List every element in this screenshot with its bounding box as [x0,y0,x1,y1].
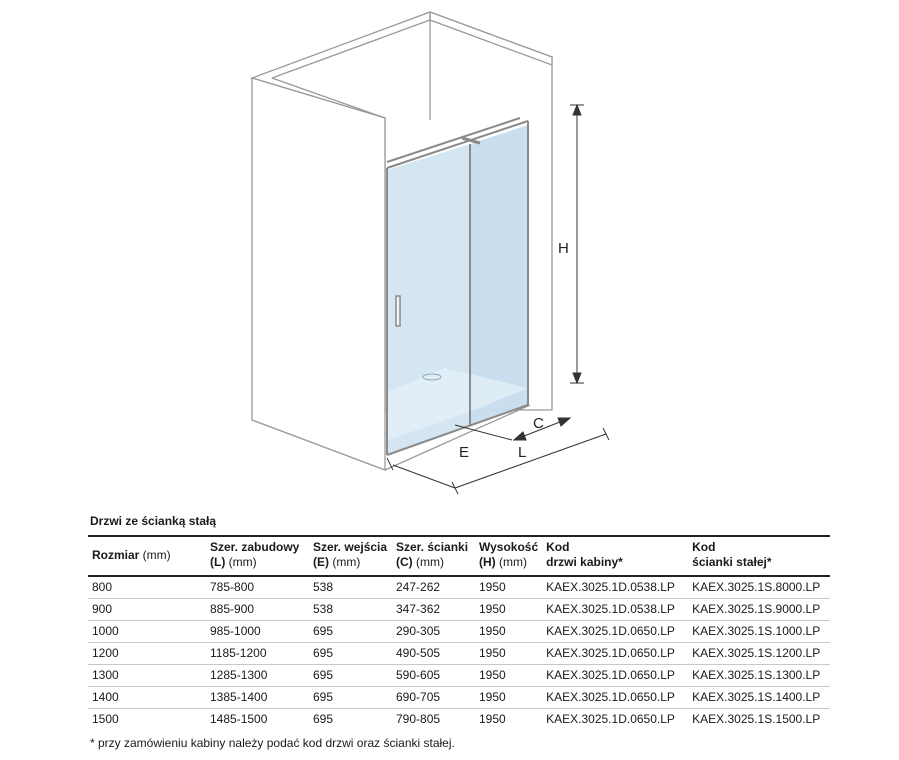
table-row [88,665,830,687]
dimension-label-h: H [558,240,569,257]
cell-entry-width: 695 [309,665,392,687]
glass-panels [387,125,528,455]
cell-size: 1300 [88,665,206,687]
header-panel-width: Szer. ścianki (C) (mm) [392,536,475,576]
table-row [88,709,830,731]
cell-height: 1950 [475,599,542,621]
cell-panel-code: KAEX.3025.1S.8000.LP [688,576,830,599]
spec-table [88,535,830,730]
cell-door-code: KAEX.3025.1D.0650.LP [546,712,675,726]
table-row [88,643,830,665]
cell-build-width: 1485-1500 [210,712,268,726]
dimension-label-c: C [533,415,544,432]
table-row [88,621,830,643]
cell-door-code: KAEX.3025.1D.0650.LP [542,621,688,643]
cell-height: 1950 [475,665,542,687]
cell-build-width: 1185-1200 [206,643,309,665]
cell-panel-width: 690-705 [392,687,475,709]
cell-size: 1500 [92,712,119,726]
cell-height: 1950 [475,687,542,709]
table-row [88,687,830,709]
cell-panel-code: KAEX.3025.1S.9000.LP [688,599,830,621]
cell-build-width: 785-800 [206,576,309,599]
cell-entry-width: 538 [309,599,392,621]
header-entry-width: Szer. wejścia (E) (mm) [309,536,392,576]
cell-entry-width: 695 [313,712,334,726]
cell-size: 800 [88,576,206,599]
cell-build-width: 885-900 [206,599,309,621]
header-panel-code: Kod ścianki stałej* [688,536,830,576]
table-body [88,576,830,730]
cell-height: 1950 [475,576,542,599]
cell-size: 1200 [88,643,206,665]
cell-height: 1950 [479,712,506,726]
door-handle [396,296,400,326]
header-size: Rozmiar (mm) [88,536,206,576]
cell-panel-width: 490-505 [392,643,475,665]
cell-panel-width: 347-362 [392,599,475,621]
table-title: Drzwi ze ścianką stałą [90,514,217,528]
cell-door-code: KAEX.3025.1D.0650.LP [542,643,688,665]
cell-panel-width: 290-305 [392,621,475,643]
cell-panel-width: 590-605 [392,665,475,687]
cell-size: 1000 [88,621,206,643]
cell-panel-code: KAEX.3025.1S.1400.LP [688,687,830,709]
cell-size: 1400 [88,687,206,709]
cell-build-width: 1385-1400 [206,687,309,709]
cell-panel-width: 247-262 [392,576,475,599]
header-door-code: Kod drzwi kabiny* [542,536,688,576]
cell-build-width: 1285-1300 [206,665,309,687]
cell-panel-code: KAEX.3025.1S.1000.LP [688,621,830,643]
cell-door-code: KAEX.3025.1D.0538.LP [542,599,688,621]
table-header-row [88,536,830,576]
header-height: Wysokość (H) (mm) [475,536,542,576]
cell-entry-width: 695 [309,621,392,643]
header-build-width: Szer. zabudowy (L) (mm) [206,536,309,576]
cell-entry-width: 538 [309,576,392,599]
cell-panel-width: 790-805 [396,712,441,726]
cell-door-code: KAEX.3025.1D.0538.LP [542,576,688,599]
cell-entry-width: 695 [309,643,392,665]
cell-size: 900 [88,599,206,621]
cell-height: 1950 [475,621,542,643]
cell-panel-code: KAEX.3025.1S.1500.LP [692,712,821,726]
cell-height: 1950 [475,643,542,665]
cell-entry-width: 695 [309,687,392,709]
dimension-label-e: E [459,444,470,461]
table-row [88,576,830,599]
cell-door-code: KAEX.3025.1D.0650.LP [542,665,688,687]
cell-build-width: 985-1000 [206,621,309,643]
table-row [88,599,830,621]
dimension-label-l: L [518,444,527,461]
footnote: * przy zamówieniu kabiny należy podać kod drzwi oraz ścianki stałej. [90,736,455,750]
cell-panel-code: KAEX.3025.1S.1300.LP [688,665,830,687]
left-wall-front [252,78,385,470]
cell-door-code: KAEX.3025.1D.0650.LP [542,687,688,709]
cell-panel-code: KAEX.3025.1S.1200.LP [688,643,830,665]
